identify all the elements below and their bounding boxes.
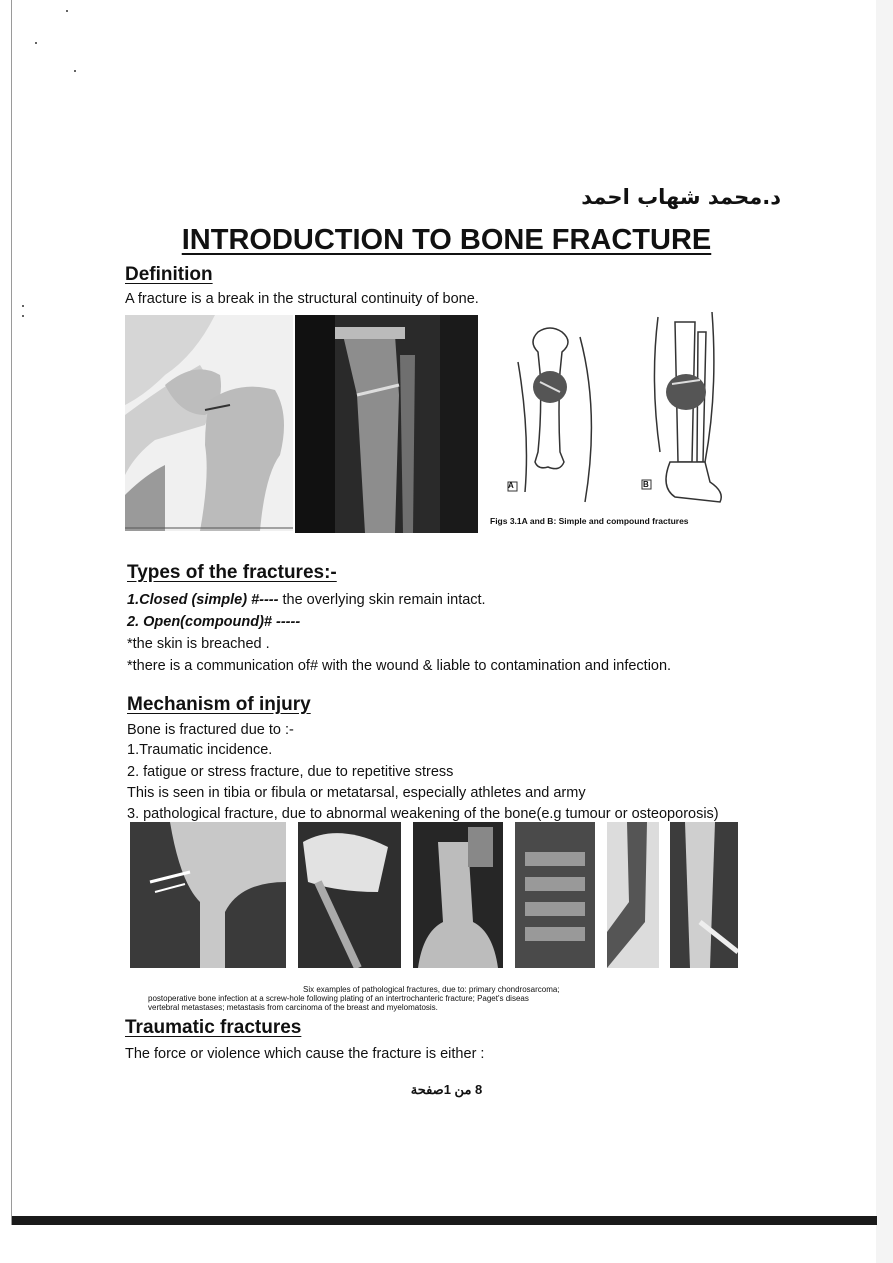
traumatic-text: The force or violence which cause the fracture is either : (125, 1046, 485, 1062)
author-name: د.محمد شهاب احمد (581, 185, 781, 209)
pathological-caption-line-2: postoperative bone infection at a screw-hole following plating of an intertrochanteric fracture; Paget's diseas (148, 994, 529, 1003)
scan-speck (22, 305, 24, 307)
xray-image-3 (413, 822, 503, 968)
mechanism-line: 2. fatigue or stress fracture, due to repetitive stress (127, 764, 454, 780)
tibia-xray (295, 315, 478, 533)
types-bullet-1: *the skin is breached . (127, 636, 270, 652)
pathological-caption-line-1: Six examples of pathological fractures, due to: primary chondrosarcoma; (303, 985, 560, 994)
mechanism-heading: Mechanism of injury (127, 694, 311, 715)
hip-fracture-illustration (125, 315, 293, 531)
types-item-1-text: the overlying skin remain intact. (278, 592, 486, 608)
traumatic-heading: Traumatic fractures (125, 1017, 302, 1038)
types-bullet-2: *there is a communication of# with the wound & liable to contamination and infection. (127, 658, 672, 674)
scan-speck (35, 42, 37, 44)
scan-speck (66, 10, 68, 12)
xray-image-4 (515, 822, 595, 968)
simple-compound-diagram (500, 312, 740, 510)
page-title: INTRODUCTION TO BONE FRACTURE (181, 224, 712, 256)
scan-speck (22, 315, 24, 317)
mechanism-line: 3. pathological fracture, due to abnormal weakening of the bone(e.g tumour or osteoporosis) (127, 806, 719, 822)
definition-text: A fracture is a break in the structural continuity of bone. (125, 291, 479, 307)
page-edge-bottom (12, 1216, 877, 1225)
fig-label-b: B (643, 480, 649, 489)
mechanism-line: 1.Traumatic incidence. (127, 742, 273, 758)
xray-image-2 (298, 822, 401, 968)
pathological-caption-line-3: vertebral metastases; metastasis from carcinoma of the breast and myelomatosis. (148, 1003, 438, 1012)
fig-label-a: A (508, 481, 514, 490)
xray-image-5 (607, 822, 659, 968)
xray-image-1 (130, 822, 286, 968)
page-edge-left (11, 0, 12, 1225)
types-item-1-label: 1.Closed (simple) #---- (127, 592, 279, 608)
page-number: 8 من 1صفحة (410, 1082, 483, 1097)
scan-speck (74, 70, 76, 72)
types-item-2-label: 2. Open(compound)# ----- (127, 614, 301, 630)
types-item-1 (127, 592, 486, 608)
definition-heading: Definition (125, 264, 213, 285)
figure-caption: Figs 3.1A and B: Simple and compound fractures (490, 516, 689, 526)
types-heading: Types of the fractures:- (127, 562, 337, 583)
mechanism-line: This is seen in tibia or fibula or metatarsal, especially athletes and army (127, 785, 586, 801)
mechanism-line: Bone is fractured due to :- (127, 722, 294, 738)
xray-image-6 (670, 822, 738, 968)
page-edge-right (876, 0, 893, 1263)
